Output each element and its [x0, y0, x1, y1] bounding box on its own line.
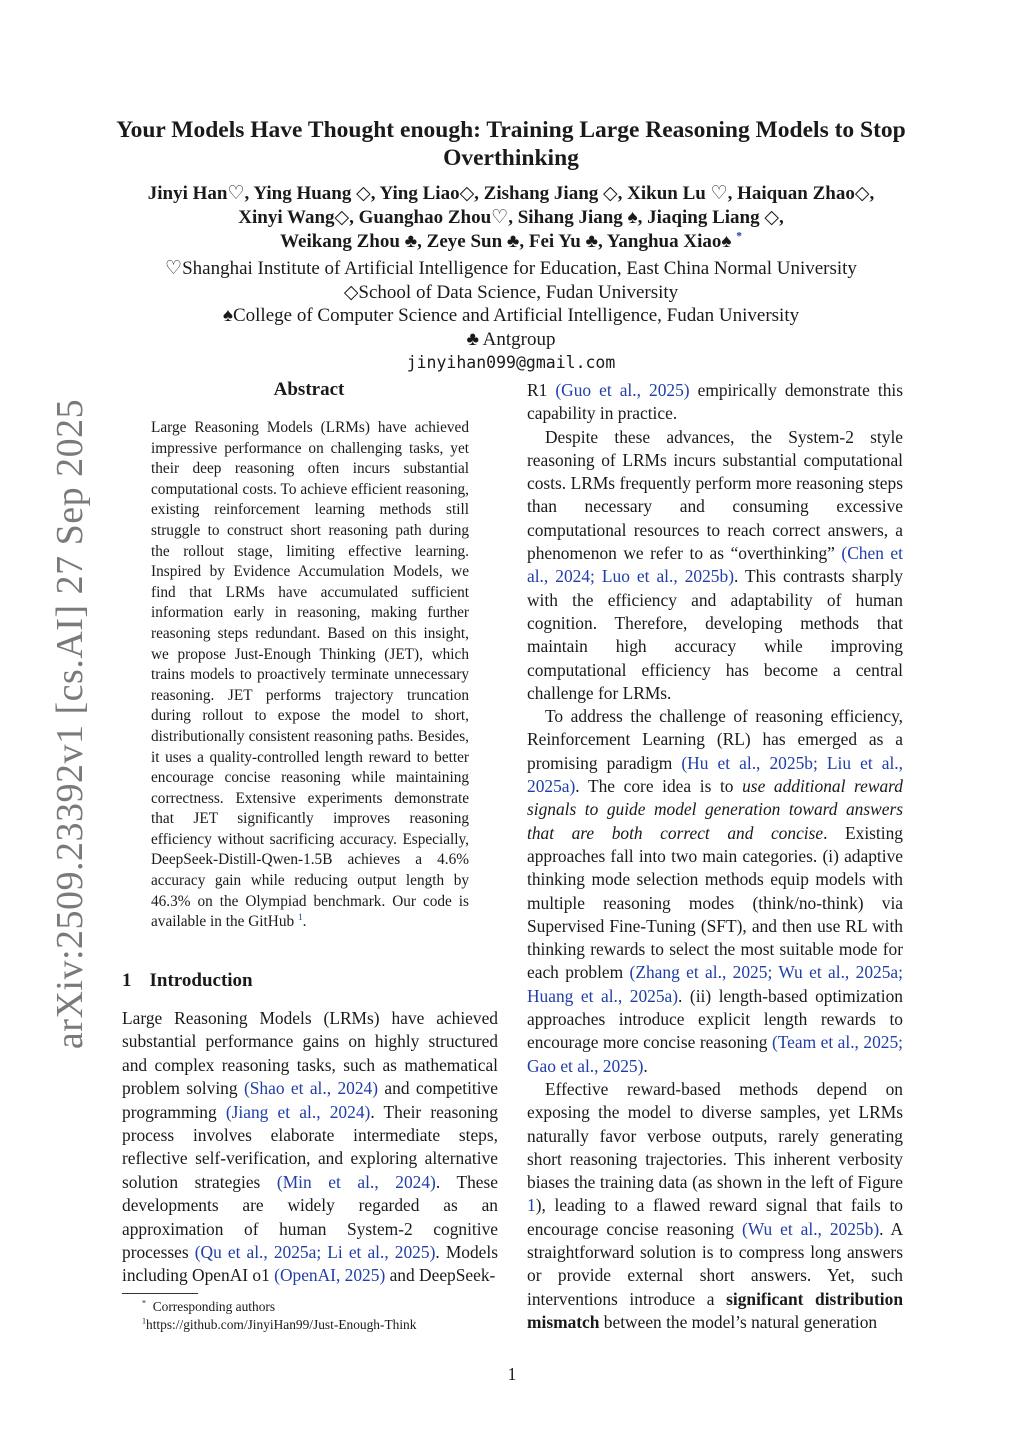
citation-link[interactable]: (Qu et al., 2025a; Li et al., 2025): [194, 1242, 436, 1263]
author-line-2: Xinyi Wang◇, Guanghao Zhou♡, Sihang Jiang ♠, Jiaqing Liang ◇,: [238, 207, 784, 228]
citation-link[interactable]: (Wu et al., 2025b): [742, 1218, 880, 1239]
right-column: [527, 379, 903, 1334]
abstract-heading: Abstract: [273, 379, 345, 400]
affiliation-fudan-cs: ♠College of Computer Science and Artificial Intelligence, Fudan University: [222, 305, 800, 326]
citation-link[interactable]: (OpenAI, 2025): [274, 1265, 386, 1286]
citation-link[interactable]: (Chen et al., 2024; Luo et al., 2025b): [527, 543, 903, 587]
section-heading-introduction: 1 Introduction: [122, 970, 253, 991]
paragraph-overthinking: Despite these advances, the System-2 style reasoning of LRMs incurs substantial computational costs. LRMs frequently perform more reasoning steps than necessary and consuming excessive computational resources to reach correct answers, a phenomenon we refer to as “overthinking” (Chen et al., 2024; Luo et al., 2025b). This contrasts sharply with the efficiency and adaptability of human cognition. Therefore, developing methods that maintain high accuracy while improving computational efficiency has become a central challenge for LRMs.: [527, 426, 903, 703]
footnotes: [142, 1298, 416, 1334]
affiliation-antgroup: ♣ Antgroup: [466, 328, 556, 350]
affiliation-ecnu: ♡Shanghai Institute of Artificial Intelligence for Education, East China Normal University: [165, 258, 857, 279]
github-footnote-ref[interactable]: 1: [297, 912, 303, 923]
citation-link[interactable]: (Hu et al., 2025b; Liu et al., 2025a): [527, 752, 904, 797]
corresponding-mark[interactable]: *: [736, 230, 742, 243]
github-url[interactable]: https://github.com/JinyiHan99/Just-Enough-Think: [146, 1317, 417, 1332]
figure-reference[interactable]: 1: [527, 1195, 536, 1216]
citation-link[interactable]: (Min et al., 2024): [276, 1171, 436, 1192]
author-line-1: Jinyi Han♡, Ying Huang ◇, Ying Liao◇, Zishang Jiang ◇, Xikun Lu ♡, Haiquan Zhao◇,: [147, 183, 875, 204]
citation-link[interactable]: (Jiang et al., 2024): [225, 1101, 371, 1122]
citation-link[interactable]: (Shao et al., 2024): [243, 1078, 379, 1099]
contact-email[interactable]: jinyihan099@gmail.com: [406, 353, 616, 372]
arxiv-identifier: arXiv:2509.23392v1 [cs.AI] 27 Sep 2025: [49, 398, 91, 1050]
paragraph-reward-methods: Effective reward-based methods depend on exposing the model to diverse samples, yet LRMs naturally favor verbose outputs, rarely generating short reasoning trajectories. This inherent verbosity biases the training data (as shown in the left of Figure 1), leading to a flawed reward signal that fails to encourage concise reasoning (Wu et al., 2025b). A straightforward solution is to compress long answers or provide external short answers. Yet, such interventions introduce a significant distribution mismatch between the model’s natural generation: [527, 1078, 904, 1332]
footnote-corresponding: * Corresponding authors: [142, 1298, 276, 1314]
author-line-3: Weikang Zhou ♣, Zeye Sun ♣, Fei Yu ♣, Yanghua Xiao♠ *: [280, 230, 742, 252]
affiliations: [100, 257, 922, 375]
citation-link[interactable]: (Zhang et al., 2025; Wu et al., 2025a; Huang et al., 2025a): [527, 962, 903, 1006]
paragraph-rl-approaches: To address the challenge of reasoning efficiency, Reinforcement Learning (RL) has emerged as a promising paradigm (Hu et al., 2025b; Liu et al., 2025a). The core idea is to use additional reward signals to guide model generation toward answers that are both correct and concise. Existing approaches fall into two main categories. (i) adaptive thinking mode selection methods equip models with multiple reasoning modes (think/no-think) via Supervised Fine-Tuning (SFT), and then use RL with thinking rewards to select the most suitable mode for each problem (Zhang et al., 2025; Wu et al., 2025a; Huang et al., 2025a). (ii) length-based optimization approaches introduce explicit length rewards to encourage more concise reasoning (Team et al., 2025; Gao et al., 2025).: [527, 706, 904, 1076]
paper-title: Your Models Have Thought enough: Training Large Reasoning Models to Stop Overthinking: [116, 117, 906, 171]
footnote-rule: [122, 1293, 198, 1294]
citation-link[interactable]: (Guo et al., 2025): [555, 380, 690, 400]
abstract-body: Large Reasoning Models (LRMs) have achieved impressive performance on challenging tasks, yet their deep reasoning often incurs substantial computational costs. To achieve efficient reasoning, existing reinforcement learning methods still struggle to construct short reasoning path during the rollout stage, limiting effective learning. Inspired by Evidence Accumulation Models, we find that LRMs have accumulated sufficient information early in reasoning, making further reasoning steps redundant. Based on this insight, we propose Just-Enough Thinking (JET), which trains models to proactively terminate unnecessary reasoning. JET performs trajectory truncation during rollout to expose the model to short, distributionally consistent reasoning paths. Besides, it uses a quality-controlled length reward to better encourage concise reasoning while maintaining correctness. Extensive experiments demonstrate that JET significantly improves reasoning efficiency without sacrificing accuracy. Especially, DeepSeek-Distill-Qwen-1.5B achieves a 4.6% accuracy gain while reducing output length by 46.3% on the Olympiad benchmark. Our code is available in the GitHub $^1$.: [151, 419, 469, 931]
footnote-github: $^1$https://github.com/JinyiHan99/Just-Enough-Think: [142, 1316, 417, 1332]
affiliation-fudan-data: ◇School of Data Science, Fudan University: [343, 281, 679, 303]
introduction-paragraph: Large Reasoning Models (LRMs) have achieved substantial performance gains on highly structured and complex reasoning tasks, such as mathematical problem solving (Shao et al., 2024) and competitive programming (Jiang et al., 2024). Their reasoning process involves elaborate intermediate steps, reflective self-verification, and exploring alternative solution strategies (Min et al., 2024). These developments are widely regarded as an approximation of human System-2 cognitive processes (Qu et al., 2025a; Li et al., 2025). Models including OpenAI o1 (OpenAI, 2025) and DeepSeek-: [122, 1008, 498, 1286]
paragraph-continuation: R1 (Guo et al., 2025) empirically demonstrate this capability in practice.: [527, 380, 904, 424]
citation-link[interactable]: (Team et al., 2025; Gao et al., 2025): [527, 1032, 904, 1076]
author-list: [100, 182, 922, 254]
page-number: 1: [507, 1364, 517, 1384]
